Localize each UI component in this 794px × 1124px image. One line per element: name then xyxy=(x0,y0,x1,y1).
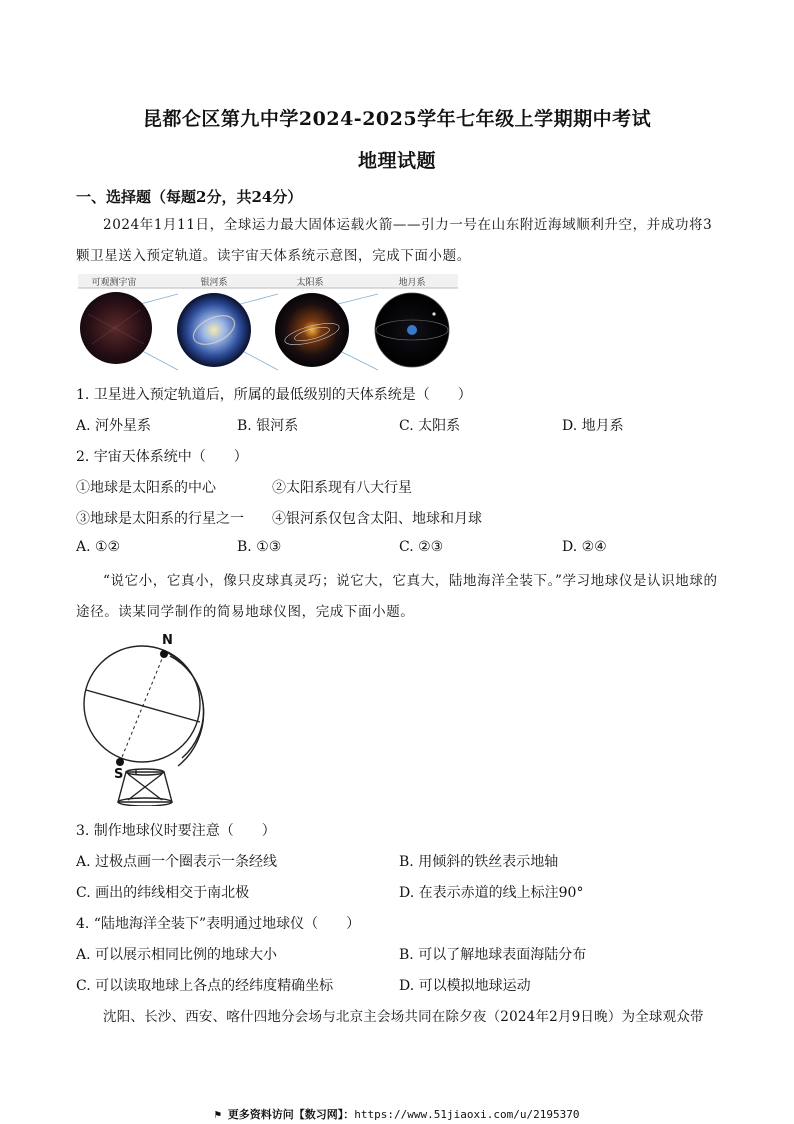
footer-prefix: ⚑ 更多资料访问【数习网】： xyxy=(214,1108,355,1121)
label-solar-system: 太阳系 xyxy=(296,278,324,288)
question-2-statement-2: ②太阳系现有八大行星 xyxy=(272,480,412,496)
passage-2: “说它小，它真小，像只皮球真灵巧；说它大，它真大，陆地海洋全装下。”学习地球仪是认识地球的途径。读某同学制作的简易地球仪图，完成下面小题。 xyxy=(76,573,718,620)
label-observable-universe: 可观测宇宙 xyxy=(91,278,137,288)
question-2-option-c[interactable]: C. ②③ xyxy=(399,539,444,555)
observable-universe-image xyxy=(80,292,152,364)
question-1-option-b[interactable]: B. 银河系 xyxy=(237,418,299,434)
question-3-option-a[interactable]: A. 过极点画一个圈表示一条经线 xyxy=(76,854,278,870)
page-subtitle: 地理试题 xyxy=(357,150,436,172)
question-4-option-a[interactable]: A. 可以展示相同比例的地球大小 xyxy=(76,947,278,963)
label-earth-moon-system: 地月系 xyxy=(398,278,426,288)
question-2-stem: 2. 宇宙天体系统中（ ） xyxy=(76,449,248,465)
question-2-option-b[interactable]: B. ①③ xyxy=(237,539,282,555)
question-4-option-b[interactable]: B. 可以了解地球表面海陆分布 xyxy=(399,947,587,963)
question-1-option-c[interactable]: C. 太阳系 xyxy=(399,418,461,434)
celestial-system-figure xyxy=(78,274,458,374)
globe-figure xyxy=(78,626,218,806)
question-4-option-d[interactable]: D. 可以模拟地球运动 xyxy=(399,978,531,994)
question-1-stem: 1. 卫星进入预定轨道后，所属的最低级别的天体系统是（ ） xyxy=(76,387,472,403)
footer-link[interactable] xyxy=(0,1106,794,1122)
question-4-stem: 4. “陆地海洋全装下”表明通过地球仪（ ） xyxy=(76,916,361,932)
question-2-statement-3: ③地球是太阳系的行星之一 xyxy=(76,511,244,527)
section-heading: 一、选择题（每题2分，共24分） xyxy=(76,188,303,206)
question-3-option-c[interactable]: C. 画出的纬线相交于南北极 xyxy=(76,885,250,901)
south-label: S xyxy=(114,767,124,782)
passage-1: 2024年1月11日，全球运力最大固体运载火箭——引力一号在山东附近海域顺利升空，并成功将3颗卫星送入预定轨道。读宇宙天体系统示意图，完成下面小题。 xyxy=(76,217,713,264)
footer-url[interactable]: https://www.51jiaoxi.com/u/2195370 xyxy=(354,1108,580,1121)
north-label: N xyxy=(162,633,173,648)
passage-3: 沈阳、长沙、西安、喀什四地分会场与北京主会场共同在除夕夜（2024年2月9日晚）为全球观众带 xyxy=(103,1009,704,1025)
milky-way-image xyxy=(177,293,251,367)
question-3-option-b[interactable]: B. 用倾斜的铁丝表示地轴 xyxy=(399,854,559,870)
question-3-option-d[interactable]: D. 在表示赤道的线上标注90° xyxy=(399,885,584,901)
question-3-stem: 3. 制作地球仪时要注意（ ） xyxy=(76,823,276,839)
question-2-statement-1: ①地球是太阳系的中心 xyxy=(76,480,216,496)
label-milky-way: 银河系 xyxy=(200,278,228,288)
question-1-option-a[interactable]: A. 河外星系 xyxy=(76,418,152,434)
question-2-option-a[interactable]: A. ①② xyxy=(76,539,121,555)
question-2-statement-4: ④银河系仅包含太阳、地球和月球 xyxy=(272,511,482,527)
question-4-option-c[interactable]: C. 可以读取地球上各点的经纬度精确坐标 xyxy=(76,978,334,994)
question-1-option-d[interactable]: D. 地月系 xyxy=(562,418,624,434)
question-2-option-d[interactable]: D. ②④ xyxy=(562,539,607,555)
page-title: 昆都仑区第九中学2024-2025学年七年级上学期期中考试 xyxy=(142,108,652,130)
